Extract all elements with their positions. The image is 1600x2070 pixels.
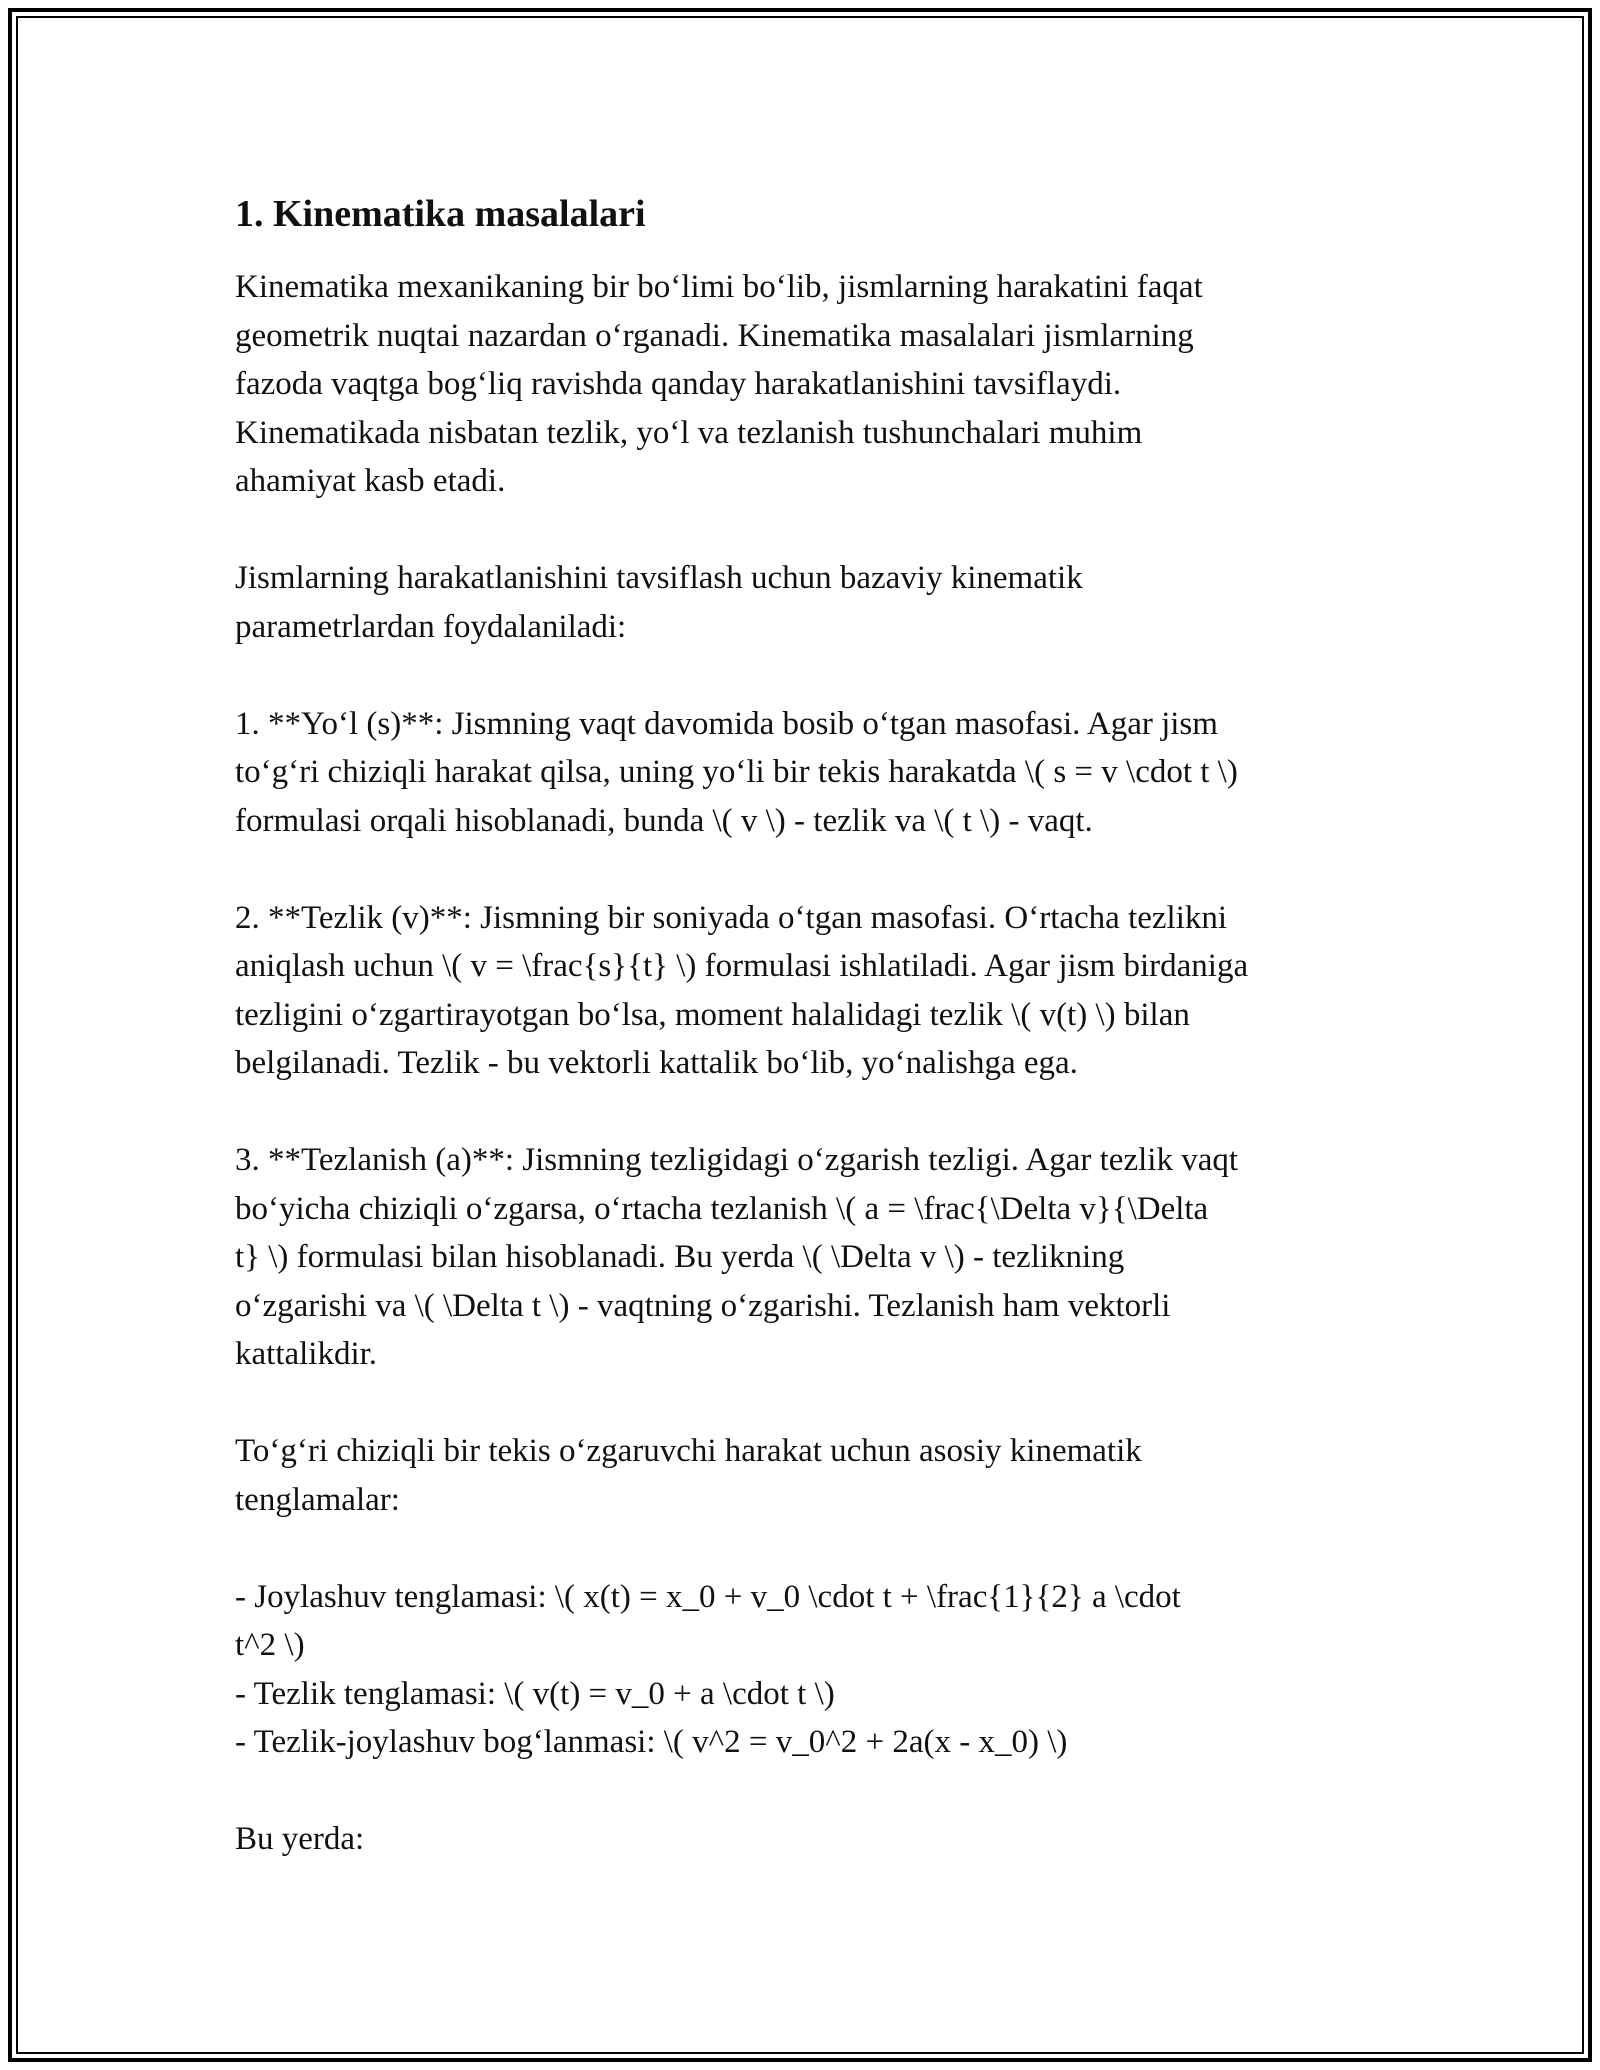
text-line: ahamiyat kasb etadi. <box>235 463 506 499</box>
text-line: t} \) formulasi bilan hisoblanadi. Bu yerda \( \Delta v \) - tezlikning <box>235 1239 1125 1275</box>
equation-line: t^2 \) <box>235 1627 305 1663</box>
text-line: o‘zgarishi va \( \Delta t \) - vaqtning o‘zgarishi. Tezlanish ham vektorli <box>235 1287 1171 1324</box>
text-line: 3. **Tezlanish (a)**: Jismning tezligidagi o‘zgarish tezligi. Agar tezlik vaqt <box>235 1142 1239 1178</box>
text-line: Kinematikada nisbatan tezlik, yo‘l va tezlanish tushunchalari muhim <box>235 414 1143 451</box>
text-line: bo‘yicha chiziqli o‘zgarsa, o‘rtacha tezlanish \( a = \frac{\Delta v}{\Delta <box>235 1190 1209 1227</box>
equation-line: - Tezlik tenglamasi: \( v(t) = v_0 + a \cdot t \) <box>235 1675 835 1712</box>
text-line: Jismlarning harakatlanishini tavsiflash uchun bazaviy kinematik <box>235 560 1083 596</box>
parameter-item-acceleration <box>235 1136 1375 1379</box>
equation-line: - Tezlik-joylashuv bog‘lanmasi: \( v^2 = v_0^2 + 2a(x - x_0) \) <box>235 1724 1068 1760</box>
text-line: to‘g‘ri chiziqli harakat qilsa, uning yo‘li bir tekis harakatda \( s = v \cdot t \) <box>235 754 1238 790</box>
equations-intro-paragraph <box>235 1427 1375 1524</box>
text-line: 2. **Tezlik (v)**: Jismning bir soniyada o‘tgan masofasi. O‘rtacha tezlikni <box>235 899 1228 936</box>
text-line: To‘g‘ri chiziqli bir tekis o‘zgaruvchi harakat uchun asosiy kinematik <box>235 1433 1142 1469</box>
intro-paragraph <box>235 263 1375 506</box>
parameter-item-distance <box>235 700 1375 846</box>
text-line: Bu yerda: <box>235 1821 365 1857</box>
text-line: kattalikdir. <box>235 1336 378 1372</box>
document-body <box>235 188 1375 1912</box>
text-line: formulasi orqali hisoblanadi, bunda \( v \) - tezlik va \( t \) - vaqt. <box>235 802 1093 839</box>
parameter-item-velocity <box>235 894 1375 1088</box>
text-line: parametrlardan foydalaniladi: <box>235 608 627 645</box>
parameters-intro-paragraph <box>235 554 1375 651</box>
text-line: belgilanadi. Tezlik - bu vektorli kattalik bo‘lib, yo‘nalishga ega. <box>235 1045 1078 1081</box>
text-line: aniqlash uchun \( v = \frac{s}{t} \) formulasi ishlatiladi. Agar jism birdaniga <box>235 948 1249 984</box>
text-line: tezligini o‘zgartirayotgan bo‘lsa, moment halalidagi tezlik \( v(t) \) bilan <box>235 996 1190 1033</box>
text-line: Kinematika mexanikaning bir bo‘limi bo‘lib, jismlarning harakatini faqat <box>235 269 1203 305</box>
section-heading: 1. Kinematika masalalari <box>235 193 646 235</box>
text-line: fazoda vaqtga bog‘liq ravishda qanday harakatlanishini tavsiflaydi. <box>235 366 1122 402</box>
text-line: geometrik nuqtai nazardan o‘rganadi. Kinematika masalalari jismlarning <box>235 317 1194 354</box>
text-line: 1. **Yo‘l (s)**: Jismning vaqt davomida bosib o‘tgan masofasi. Agar jism <box>235 705 1218 742</box>
text-line: tenglamalar: <box>235 1481 400 1518</box>
closing-paragraph <box>235 1815 1375 1864</box>
equations-list <box>235 1573 1375 1767</box>
equation-line: - Joylashuv tenglamasi: \( x(t) = x_0 + v_0 \cdot t + \frac{1}{2} a \cdot <box>235 1578 1181 1615</box>
